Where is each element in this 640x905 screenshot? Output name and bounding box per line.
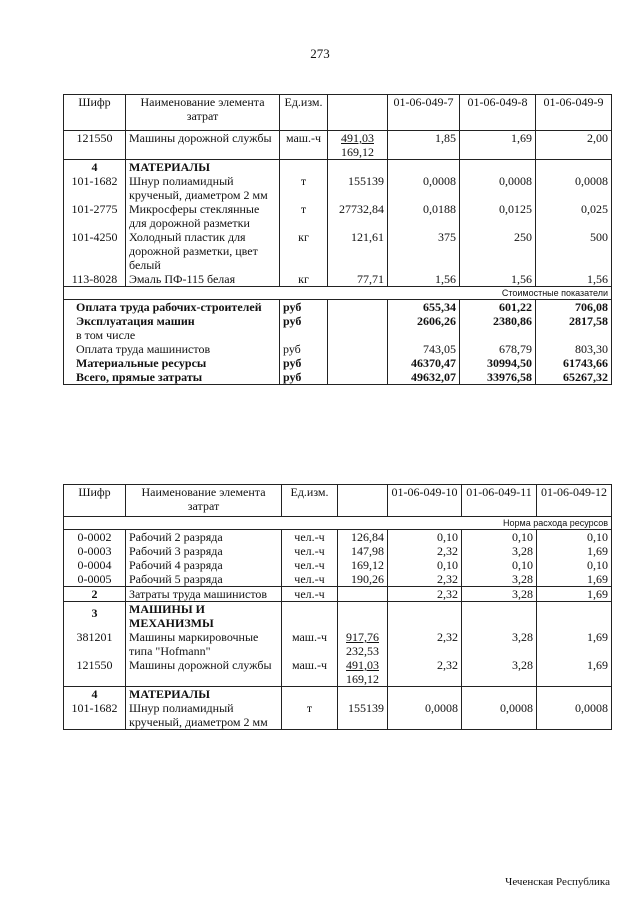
cost-value-3: 61743,66 xyxy=(536,356,612,370)
header-col-1: 01-06-049-7 xyxy=(388,95,460,131)
cell-unit: чел.-ч xyxy=(282,572,338,587)
cell-code: 121550 xyxy=(64,131,126,160)
cell-price: 147,98 xyxy=(338,544,388,558)
price-denominator: 169,12 xyxy=(341,145,374,159)
table-row xyxy=(64,544,612,558)
resource-table-1 xyxy=(63,94,612,385)
section-row xyxy=(64,602,612,631)
section-name: МАТЕРИАЛЫ xyxy=(126,687,282,702)
cell-value-2: 0,0008 xyxy=(460,174,536,202)
page-number: 273 xyxy=(310,46,330,61)
cell-price: 169,12 xyxy=(338,558,388,572)
cost-name: Материальные ресурсы xyxy=(64,356,280,370)
table-row xyxy=(64,131,612,160)
cell-value-3: 0,10 xyxy=(537,558,612,572)
cost-value-3: 2817,58 xyxy=(536,314,612,328)
header-col-3: 01-06-049-12 xyxy=(537,485,612,517)
cell-value-1: 0,10 xyxy=(388,558,462,572)
cell-code: 121550 xyxy=(64,658,126,687)
cell-value-1: 0,0008 xyxy=(388,701,462,730)
section-row xyxy=(64,687,612,702)
table-row xyxy=(64,530,612,545)
cost-value-3: 803,30 xyxy=(536,342,612,356)
table-row xyxy=(64,630,612,658)
cost-row xyxy=(64,342,612,356)
section-code: 4 xyxy=(64,687,126,702)
cell-value-2: 1,56 xyxy=(460,272,536,287)
price-numerator: 491,03 xyxy=(346,658,379,672)
cell-code: 2 xyxy=(64,587,126,602)
cell-code: 0-0005 xyxy=(64,572,126,587)
price-denominator: 232,53 xyxy=(346,644,379,658)
cell-value-3: 0,0008 xyxy=(536,174,612,202)
header-col-2: 01-06-049-8 xyxy=(460,95,536,131)
cell-value-1: 0,10 xyxy=(388,530,462,545)
cell-unit: маш.-ч xyxy=(280,131,328,160)
cell-value-2: 0,10 xyxy=(462,530,537,545)
cost-name: Оплата труда рабочих-строителей xyxy=(64,300,280,315)
cost-value-2: 30994,50 xyxy=(460,356,536,370)
table-header-row xyxy=(64,95,612,131)
cost-caption-row xyxy=(64,287,612,300)
cell-value-2: 3,28 xyxy=(462,630,537,658)
cost-value-2: 33976,58 xyxy=(460,370,536,385)
cell-name: Рабочий 2 разряда xyxy=(126,530,282,545)
cell-name: Холодный пластик для дорожной разметки, цвет белый xyxy=(126,230,280,272)
cell-value-2: 1,69 xyxy=(460,131,536,160)
cell-name: Затраты труда машинистов xyxy=(126,587,282,602)
price-numerator: 917,76 xyxy=(346,630,379,644)
table-row xyxy=(64,272,612,287)
table-row xyxy=(64,202,612,230)
cell-value-1: 375 xyxy=(388,230,460,272)
cost-value-3: 65267,32 xyxy=(536,370,612,385)
header-name: Наименование элемента затрат xyxy=(126,485,282,517)
cost-value-2: 601,22 xyxy=(460,300,536,315)
cell-value-1: 2,32 xyxy=(388,544,462,558)
cell-code: 0-0002 xyxy=(64,530,126,545)
cost-row xyxy=(64,300,612,315)
cell-value-2: 0,0125 xyxy=(460,202,536,230)
cell-code: 381201 xyxy=(64,630,126,658)
cell-value-2: 250 xyxy=(460,230,536,272)
cell-value-3: 1,56 xyxy=(536,272,612,287)
cell-value-3: 2,00 xyxy=(536,131,612,160)
cell-name: Рабочий 4 разряда xyxy=(126,558,282,572)
cost-value-1: 655,34 xyxy=(388,300,460,315)
cell-unit: маш.-ч xyxy=(282,630,338,658)
table-row xyxy=(64,658,612,687)
cell-value-3: 1,69 xyxy=(537,544,612,558)
header-col-3: 01-06-049-9 xyxy=(536,95,612,131)
cell-price: 126,84 xyxy=(338,530,388,545)
cell-value-2: 3,28 xyxy=(462,587,537,602)
cost-unit: руб xyxy=(280,314,328,328)
cost-unit: руб xyxy=(280,342,328,356)
cell-price: 155139 xyxy=(338,701,388,730)
table-row xyxy=(64,701,612,730)
cell-unit: кг xyxy=(280,230,328,272)
cell-name: Шнур полиамидный крученый, диаметром 2 мм xyxy=(126,701,282,730)
cell-value-1: 1,85 xyxy=(388,131,460,160)
cell-unit: т xyxy=(282,701,338,730)
cell-value-3: 500 xyxy=(536,230,612,272)
cost-value-1: 2606,26 xyxy=(388,314,460,328)
cell-value-3: 1,69 xyxy=(537,587,612,602)
cell-value-2: 0,10 xyxy=(462,558,537,572)
cell-name: Эмаль ПФ-115 белая xyxy=(126,272,280,287)
price-denominator: 169,12 xyxy=(346,672,379,686)
cell-value-3: 1,69 xyxy=(537,572,612,587)
header-price xyxy=(328,95,388,131)
header-col-1: 01-06-049-10 xyxy=(388,485,462,517)
cell-value-3: 0,0008 xyxy=(537,701,612,730)
header-unit: Ед.изм. xyxy=(280,95,328,131)
cell-value-2: 0,0008 xyxy=(462,701,537,730)
cell-price xyxy=(338,630,388,658)
header-name: Наименование элемента затрат xyxy=(126,95,280,131)
cell-unit: чел.-ч xyxy=(282,558,338,572)
header-col-2: 01-06-049-11 xyxy=(462,485,537,517)
table-header-row xyxy=(64,485,612,517)
cost-unit: руб xyxy=(280,370,328,385)
cost-unit: руб xyxy=(280,300,328,315)
cell-value-2: 3,28 xyxy=(462,658,537,687)
cell-price: 121,61 xyxy=(328,230,388,272)
section-code: 4 xyxy=(64,160,126,175)
cell-price: 77,71 xyxy=(328,272,388,287)
cell-value-1: 0,0008 xyxy=(388,174,460,202)
cost-caption: Стоимостные показатели xyxy=(64,287,612,300)
norm-caption-row xyxy=(64,517,612,530)
cell-value-1: 2,32 xyxy=(388,572,462,587)
cell-code: 0-0003 xyxy=(64,544,126,558)
price-numerator: 491,03 xyxy=(341,131,374,145)
cost-value-1: 49632,07 xyxy=(388,370,460,385)
cell-name: Рабочий 5 разряда xyxy=(126,572,282,587)
cell-name: Шнур полиамидный крученый, диаметром 2 мм xyxy=(126,174,280,202)
cell-value-1: 0,0188 xyxy=(388,202,460,230)
header-price xyxy=(338,485,388,517)
section-name: МАШИНЫ И МЕХАНИЗМЫ xyxy=(126,602,282,631)
cell-code: 101-1682 xyxy=(64,174,126,202)
cost-row xyxy=(64,356,612,370)
cost-value-1: 743,05 xyxy=(388,342,460,356)
table-row xyxy=(64,587,612,602)
cell-price: 155139 xyxy=(328,174,388,202)
cost-subheading: в том числе xyxy=(64,328,280,342)
cell-unit: кг xyxy=(280,272,328,287)
cell-unit: чел.-ч xyxy=(282,544,338,558)
cell-code: 101-4250 xyxy=(64,230,126,272)
cell-price: 27732,84 xyxy=(328,202,388,230)
footer-region: Чеченская Республика xyxy=(505,876,610,888)
cell-value-3: 0,025 xyxy=(536,202,612,230)
cell-value-1: 2,32 xyxy=(388,630,462,658)
table-row xyxy=(64,572,612,587)
cell-price xyxy=(338,658,388,687)
table-row xyxy=(64,558,612,572)
header-code: Шифр xyxy=(64,95,126,131)
cost-row xyxy=(64,314,612,328)
cell-name: Микросферы стеклянные для дорожной разметки xyxy=(126,202,280,230)
resource-table-2 xyxy=(63,484,612,730)
section-code: 3 xyxy=(64,602,126,631)
cell-value-1: 1,56 xyxy=(388,272,460,287)
cell-value-2: 3,28 xyxy=(462,544,537,558)
cost-name: Всего, прямые затраты xyxy=(64,370,280,385)
norm-caption: Норма расхода ресурсов xyxy=(64,517,612,530)
cell-unit: чел.-ч xyxy=(282,587,338,602)
cell-value-1: 2,32 xyxy=(388,587,462,602)
section-row xyxy=(64,160,612,175)
section-name: МАТЕРИАЛЫ xyxy=(126,160,280,175)
cost-name: Оплата труда машинистов xyxy=(64,342,280,356)
cell-name: Машины дорожной службы xyxy=(126,658,282,687)
cost-unit: руб xyxy=(280,356,328,370)
cost-name: Эксплуатация машин xyxy=(64,314,280,328)
cell-value-3: 1,69 xyxy=(537,630,612,658)
cell-value-1: 2,32 xyxy=(388,658,462,687)
cell-code: 113-8028 xyxy=(64,272,126,287)
cell-code: 0-0004 xyxy=(64,558,126,572)
cell-value-3: 0,10 xyxy=(537,530,612,545)
cell-unit: т xyxy=(280,202,328,230)
cell-unit: чел.-ч xyxy=(282,530,338,545)
cost-value-3: 706,08 xyxy=(536,300,612,315)
cell-code: 101-1682 xyxy=(64,701,126,730)
cell-price: 190,26 xyxy=(338,572,388,587)
cell-code: 101-2775 xyxy=(64,202,126,230)
cell-value-3: 1,69 xyxy=(537,658,612,687)
table-row xyxy=(64,230,612,272)
cost-value-1: 46370,47 xyxy=(388,356,460,370)
cell-unit: т xyxy=(280,174,328,202)
cost-value-2: 678,79 xyxy=(460,342,536,356)
cell-price xyxy=(328,131,388,160)
header-code: Шифр xyxy=(64,485,126,517)
cell-value-2: 3,28 xyxy=(462,572,537,587)
cell-name: Машины маркировочные типа "Hofmann" xyxy=(126,630,282,658)
cell-name: Рабочий 3 разряда xyxy=(126,544,282,558)
header-unit: Ед.изм. xyxy=(282,485,338,517)
table-row xyxy=(64,174,612,202)
cost-value-2: 2380,86 xyxy=(460,314,536,328)
cell-unit: маш.-ч xyxy=(282,658,338,687)
cost-row xyxy=(64,328,612,342)
cost-row xyxy=(64,370,612,385)
cell-name: Машины дорожной службы xyxy=(126,131,280,160)
